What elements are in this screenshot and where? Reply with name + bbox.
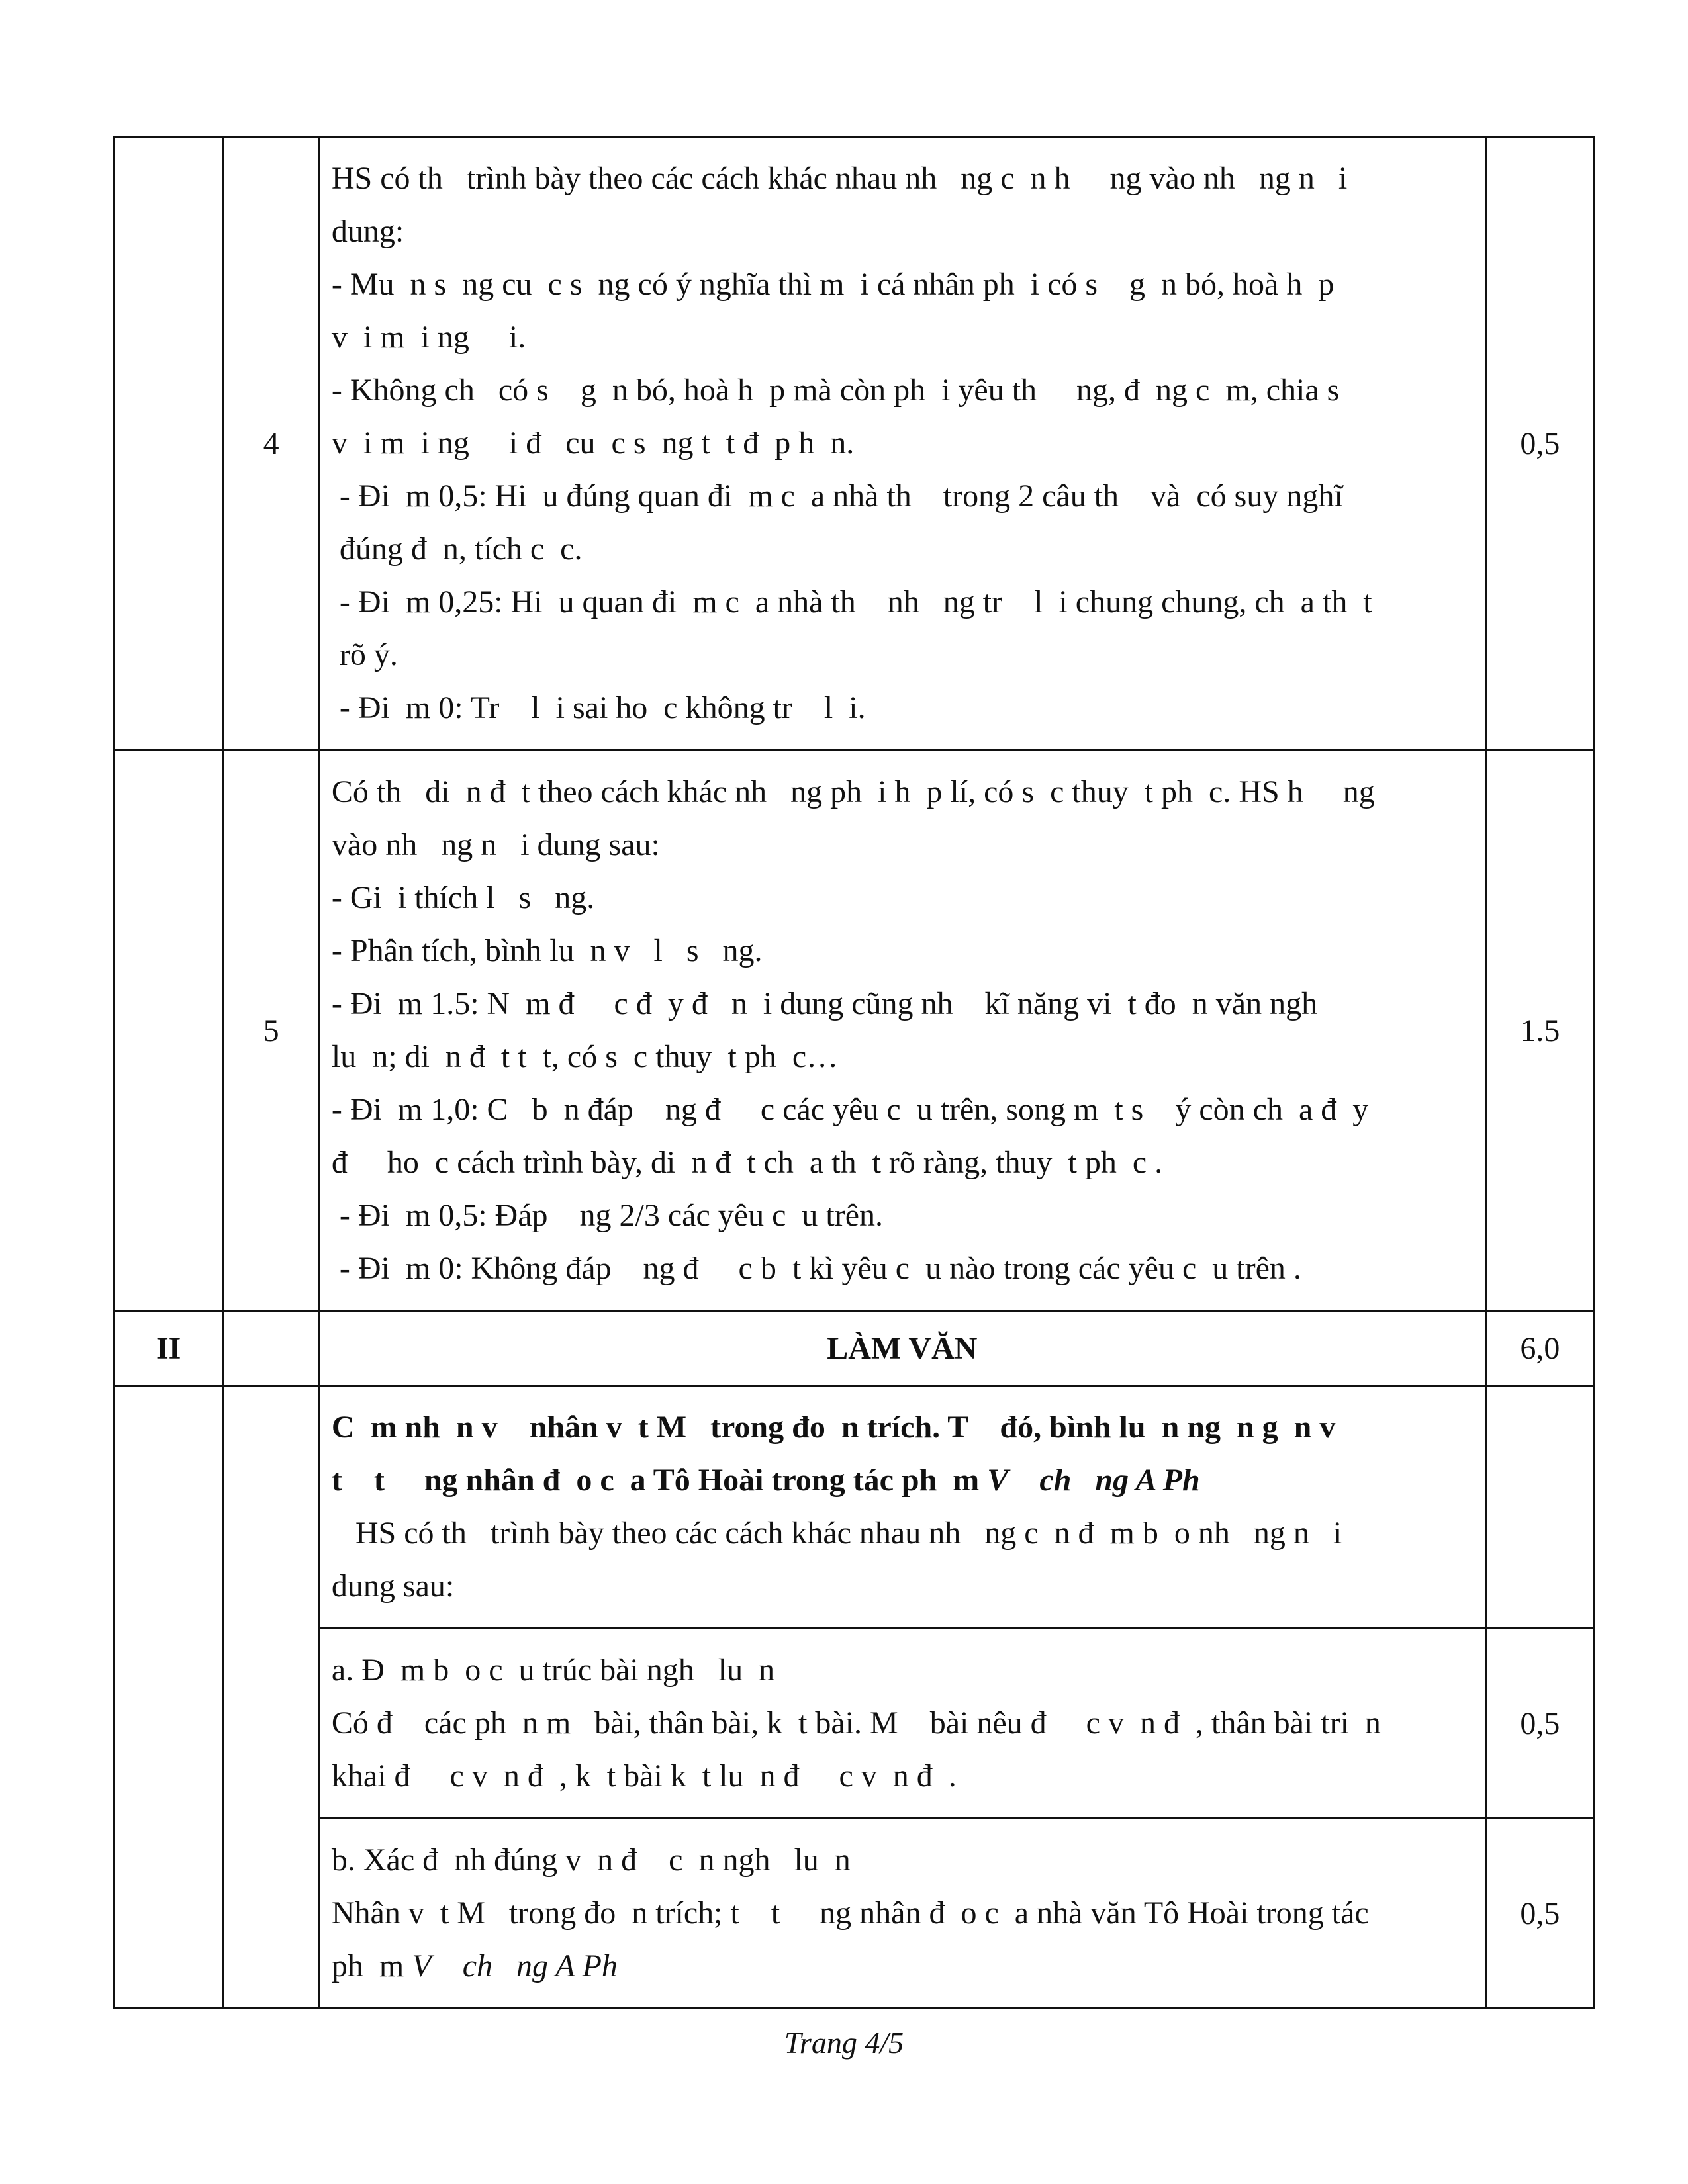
- criteria-row-a: [114, 1629, 1595, 1819]
- text-line: - Không ch có s g n bó, hoà h p mà còn ph i yêu th ng, đ ng c m, chia s: [331, 373, 1340, 408]
- section-cell-empty: [114, 137, 224, 751]
- text-line: HS có th trình bày theo các cách khác nhau nh ng c n đ m b o nh ng n i: [331, 1516, 1342, 1551]
- criteria-text: [318, 1629, 1485, 1819]
- text-line: b. Xác đ nh đúng v n đ c n ngh lu n: [331, 1843, 851, 1878]
- text-line: vào nh ng n i dung sau:: [331, 827, 660, 862]
- section-score: 6,0: [1485, 1311, 1594, 1386]
- section-title: LÀM VĂN: [318, 1311, 1485, 1386]
- answer-table: [113, 136, 1595, 2009]
- text-line: lu n; di n đ t t t, có s c thuy t ph c…: [331, 1039, 839, 1074]
- text-line: - Đi m 0: Không đáp ng đ c b t kì yêu c u nào trong các yêu c u trên .: [331, 1251, 1301, 1286]
- score-cell: 0,5: [1485, 1819, 1594, 2009]
- text-line: HS có th trình bày theo các cách khác nhau nh ng c n h ng vào nh ng n i: [331, 161, 1348, 196]
- table-row-question-4: [114, 137, 1595, 751]
- section-roman-numeral: II: [114, 1311, 224, 1386]
- text-line: - Phân tích, bình lu n v l s ng.: [331, 933, 763, 968]
- criteria-text: [318, 1819, 1485, 2009]
- essay-intro-row: [114, 1386, 1595, 1629]
- score-cell: 1.5: [1485, 751, 1594, 1311]
- answer-table-container: [113, 136, 1595, 2009]
- criteria-row-b: [114, 1819, 1595, 2009]
- text-line: rõ ý.: [331, 637, 398, 672]
- text-line: - Đi m 1,0: C b n đáp ng đ c các yêu c u trên, song m t s ý còn ch a đ y: [331, 1092, 1369, 1127]
- question-number: 4: [224, 137, 319, 751]
- text-line: - Đi m 0,5: Đáp ng 2/3 các yêu c u trên.: [331, 1198, 883, 1233]
- essay-prompt-text: t t ng nhân đ o c a Tô Hoài trong tác ph m: [331, 1463, 988, 1498]
- answer-guide-text: [318, 751, 1485, 1311]
- text-line: Nhân v t M trong đo n trích; t t ng nhân đ o c a nhà văn Tô Hoài trong tác: [331, 1895, 1369, 1931]
- answer-guide-text: [318, 137, 1485, 751]
- section-cell-empty: [114, 1386, 224, 2009]
- text-line: dung sau:: [331, 1569, 455, 1604]
- essay-prompt-line: [332, 1454, 1470, 1507]
- question-number: 5: [224, 751, 319, 1311]
- text-line: Có đ các ph n m bài, thân bài, k t bài. M bài nêu đ c v n đ , thân bài tri n: [331, 1706, 1381, 1741]
- score-cell-empty: [1485, 1386, 1594, 1629]
- text-line: - Đi m 0,25: Hi u quan đi m c a nhà th nh ng tr l i chung chung, ch a th t: [331, 584, 1372, 619]
- table-row-question-5: [114, 751, 1595, 1311]
- score-cell: 0,5: [1485, 1629, 1594, 1819]
- text-line: - Đi m 0: Tr l i sai ho c không tr l i.: [331, 690, 866, 725]
- work-title: V ch ng A Ph: [412, 1948, 618, 1983]
- text-line: v i m i ng i đ cu c s ng t t đ p h n.: [331, 426, 855, 461]
- section-header-row: [114, 1311, 1595, 1386]
- text-line: v i m i ng i.: [331, 320, 526, 355]
- question-cell-empty: [224, 1311, 319, 1386]
- text-line: Có th di n đ t theo cách khác nh ng ph i h p lí, có s c thuy t ph c. HS h ng: [331, 774, 1375, 809]
- text-line: - Đi m 0,5: Hi u đúng quan đi m c a nhà th trong 2 câu th và có suy nghĩ: [331, 478, 1343, 514]
- work-title: V ch ng A Ph: [987, 1463, 1200, 1498]
- text-line: a. Đ m b o c u trúc bài ngh lu n: [331, 1653, 775, 1688]
- section-cell-empty: [114, 751, 224, 1311]
- page-number: Trang 4/5: [784, 2026, 904, 2060]
- text-line: [332, 1940, 1470, 1993]
- essay-prompt-line: C m nh n v nhân v t M trong đo n trích. T đó, bình lu n ng n g n v: [331, 1410, 1336, 1445]
- score-cell: 0,5: [1485, 137, 1594, 751]
- text-line: khai đ c v n đ , k t bài k t lu n đ c v n đ .: [331, 1758, 957, 1794]
- text-line: đúng đ n, tích c c.: [331, 531, 583, 567]
- text-line: - Đi m 1.5: N m đ c đ y đ n i dung cũng nh kĩ năng vi t đo n văn ngh: [331, 986, 1318, 1021]
- essay-prompt: [318, 1386, 1485, 1629]
- text-line: đ ho c cách trình bày, di n đ t ch a th t rõ ràng, thuy t ph c .: [331, 1145, 1163, 1180]
- text-line: - Gi i thích l s ng.: [331, 880, 595, 915]
- text-line: dung:: [331, 214, 404, 249]
- text-line: - Mu n s ng cu c s ng có ý nghĩa thì m i cá nhân ph i có s g n bó, hoà h p: [331, 267, 1335, 302]
- question-cell-empty: [224, 1386, 319, 2009]
- text-fragment: ph m: [331, 1948, 412, 1983]
